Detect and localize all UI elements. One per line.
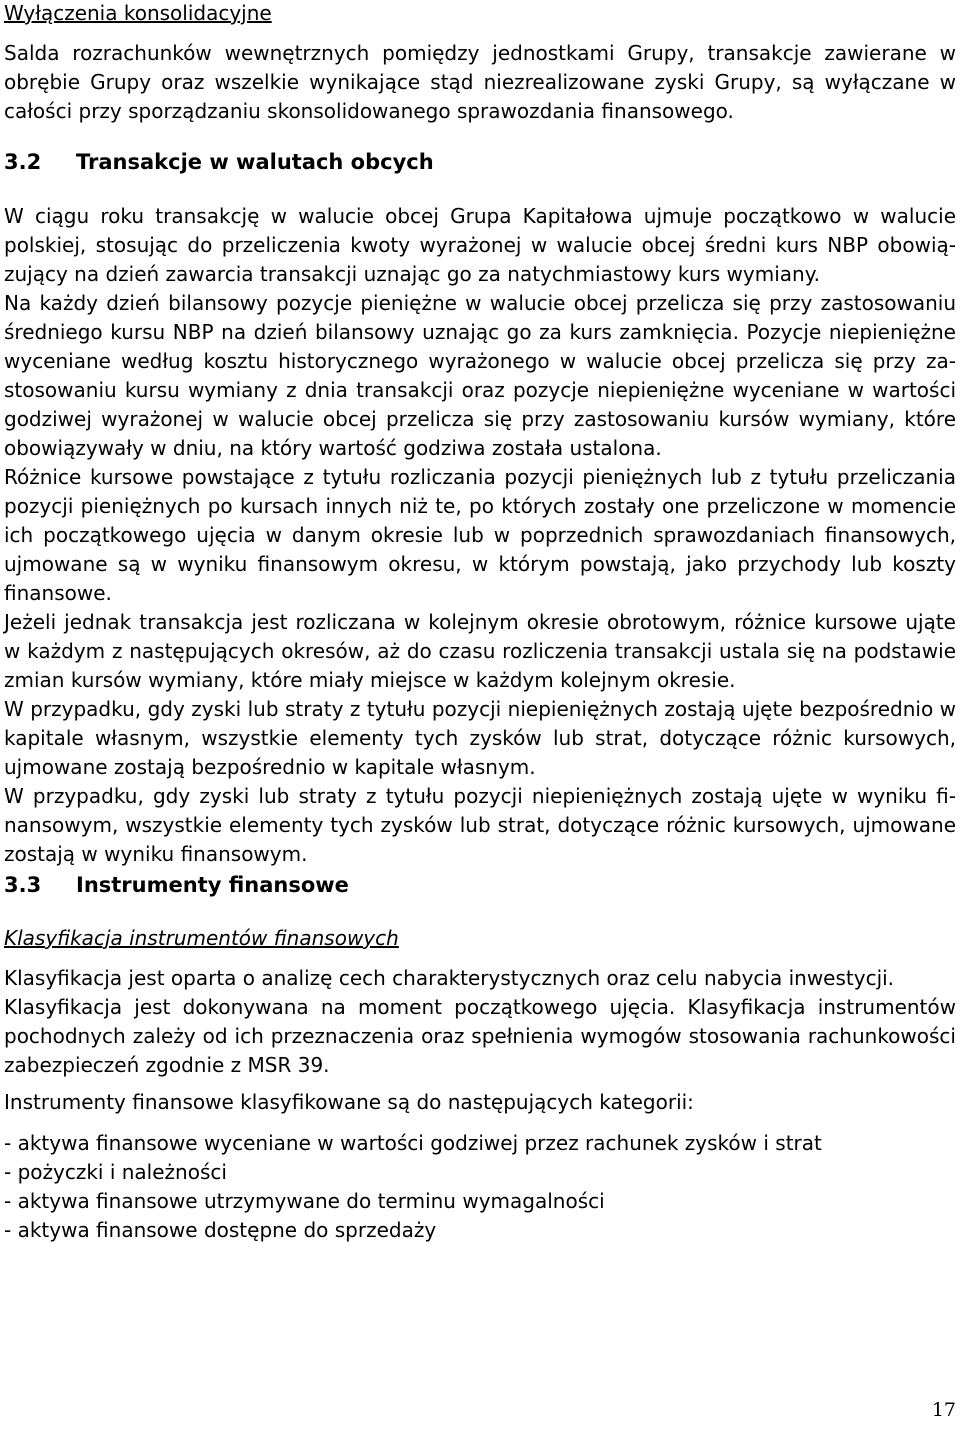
section-3-2-title: Transakcje w walutach obcych <box>76 150 434 174</box>
section-3-2-number: 3.2 <box>4 150 42 174</box>
consolidation-exclusions-heading: Wyłączenia konsolidacyjne <box>4 1 272 25</box>
section-3-2-heading <box>4 148 434 176</box>
intro-paragraph: Salda rozrachunków wewnętrznych pomiędzy jednostkami Grupy, transakcje zawierane w obrębie Grupy oraz wszelkie wynikające stąd niezrealizowane zyski Grupy, są wyłączane w całości przy sporządzaniu skonsolidowanego sprawozdania finansowego. <box>4 41 956 123</box>
category-item: - aktywa finansowe wyceniane w wartości godziwej przez rachunek zysków i strat <box>4 1131 822 1155</box>
section-3-3-heading <box>4 871 349 899</box>
section-3-2-body <box>4 202 956 869</box>
intro-block <box>4 39 956 126</box>
paragraph-equity-recognition: W przypadku, gdy zyski lub straty z tytułu pozycji niepieniężnych zostają ujęte bezpośrednio w kapitale własnym, wszystkie elementy tych zysków lub strat, dotyczące różnic kursowych, ujmowane zostają bezpośrednio w kapitale własnym. <box>4 697 956 779</box>
classification-line: Klasyfikacja jest oparta o analizę cech charakterystycznych oraz celu nabycia inwestycji. <box>4 966 895 990</box>
section-3-3-title: Instrumenty finansowe <box>76 873 349 897</box>
categories-block <box>4 1129 956 1245</box>
classification-subheading: Klasyfikacja instrumentów finansowych <box>4 926 399 950</box>
categories-intro-block <box>4 1088 956 1117</box>
categories-intro: Instrumenty finansowe klasyfikowane są do następujących kategorii: <box>4 1090 694 1114</box>
category-item: - aktywa finansowe utrzymywane do terminu wymagalności <box>4 1189 605 1213</box>
classification-block <box>4 964 956 1080</box>
paragraph-exchange-differences: Różnice kursowe powstające z tytułu rozliczania pozycji pieniężnych lub z tytułu przeliczania pozycji pieniężnych po kursach innych niż te, po których zostały one przeliczone w momencie ich początkowego ujęcia w danym okresie lub w poprzednich sprawozdaniach finansowych, ujmowane są w wyniku finansowym okresu, w którym powstają, jako przychody lub koszty finansowe. <box>4 465 956 605</box>
paragraph-profit-loss-recognition: W przypadku, gdy zyski lub straty z tytułu pozycji niepieniężnych zostają ujęte w wyniku finansowym, wszystkie elementy tych zysków lub strat, dotyczące różnic kursowych, ujmowane zostają w wyniku finansowym. <box>4 784 956 866</box>
categories-list <box>4 1129 956 1245</box>
page-number: 17 <box>931 1399 956 1421</box>
category-item: - aktywa finansowe dostępne do sprzedaży <box>4 1218 437 1242</box>
classification-paragraph: Klasyfikacja jest dokonywana na moment początkowego ujęcia. Klasyfikacja instrumentów pochodnych zależy od ich przeznaczenia oraz spełnienia wymogów stosowania rachunkowości zabezpieczeń zgodnie z MSR 39. <box>4 995 956 1077</box>
category-item: - pożyczki i należności <box>4 1160 227 1184</box>
section-3-3-number: 3.3 <box>4 873 42 897</box>
paragraph-initial-recognition: W ciągu roku transakcję w walucie obcej Grupa Kapitałowa ujmuje początkowo w walucie polskiej, stosując do przeliczenia kwoty wyrażonej w walucie obcej średni kurs NBP obowiązujący na dzień zawarcia transakcji uznając go za natychmiastowy kurs wymiany. <box>4 204 956 286</box>
paragraph-next-period-settlement: Jeżeli jednak transakcja jest rozliczana w kolejnym okresie obrotowym, różnice kursowe ująte w każdym z następujących okresów, aż do czasu rozliczenia transakcji ustala się na podstawie zmian kursów wymiany, które miały miejsce w każdym kolejnym okresie. <box>4 610 956 692</box>
paragraph-balance-sheet-date: Na każdy dzień bilansowy pozycje pieniężne w walucie obcej przelicza się przy zastosowaniu średniego kursu NBP na dzień bilansowy uznając go za kurs zamknięcia. Pozycje niepieniężne wyceniane według kosztu historycznego wyrażonego w walucie obcej przelicza się przy zastosowaniu kursu wymiany z dnia transakcji oraz pozycje niepieniężne wyceniane w wartości godziwej wyrażonej w walucie obcej przelicza się przy zastosowaniu kursów wymiany, które obowiązywały w dniu, na który wartość godziwa została ustalona. <box>4 291 956 460</box>
